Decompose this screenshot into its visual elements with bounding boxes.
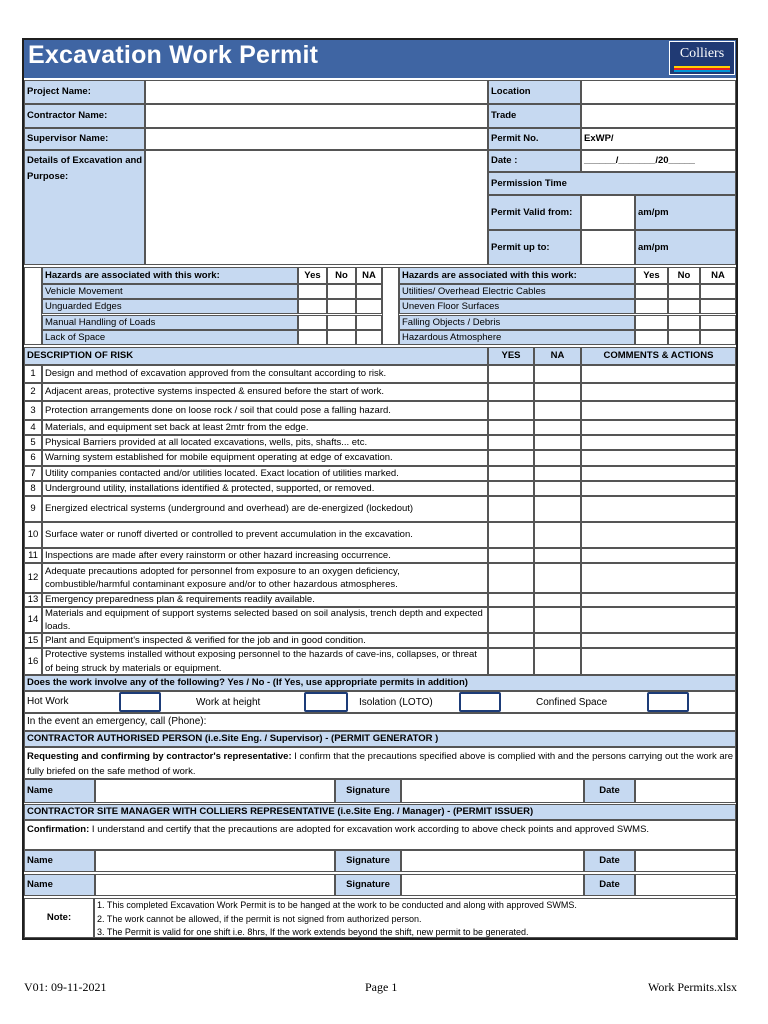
risk-yes-cell[interactable] — [488, 593, 534, 607]
risk-na-cell[interactable] — [534, 383, 581, 401]
risk-item: Energized electrical systems (underground and overhead) are de-energized (lockedout) — [42, 496, 488, 522]
risk-item: Protective systems installed without exposing personnel to the hazards of cave-ins, collapses, or threat of being struck by materials or equipment. — [42, 648, 488, 675]
risk-item: Design and method of excavation approved from the consultant according to risk. — [42, 365, 488, 383]
issuer1-date-field[interactable] — [635, 850, 736, 872]
risk-yes-cell[interactable] — [488, 496, 534, 522]
hazard-left-na-cell[interactable] — [356, 299, 382, 314]
hazard-right-2: Falling Objects / Debris — [399, 315, 635, 330]
gen-signature-field[interactable] — [401, 779, 584, 803]
issuer2-date-label: Date — [584, 874, 635, 896]
valid-from-ampm: am/pm — [635, 195, 736, 230]
hazard-right-na-cell[interactable] — [700, 299, 736, 314]
risk-number: 6 — [24, 450, 42, 466]
hazard-left-0: Vehicle Movement — [42, 284, 298, 299]
hot-work-label: Hot Work — [27, 696, 69, 707]
risk-comments-cell[interactable] — [581, 365, 736, 383]
permit-no-field[interactable]: ExWP/ — [581, 128, 736, 150]
trade-label: Trade — [488, 104, 581, 128]
work-at-height-checkbox[interactable] — [304, 692, 348, 712]
logo-text: Colliers — [679, 46, 725, 61]
risk-na-cell[interactable] — [534, 481, 581, 496]
risk-comments-cell[interactable] — [581, 633, 736, 648]
risk-yes-cell[interactable] — [488, 383, 534, 401]
risk-na-header: NA — [534, 347, 581, 365]
hazard-right-no-cell[interactable] — [668, 284, 700, 299]
risk-header: DESCRIPTION OF RISK — [24, 347, 488, 365]
authorised-text: I confirm that the precautions specified above is complied with and the persons carrying out the work are fully briefed on the safe method of work. — [27, 751, 734, 777]
risk-item: Underground utility, installations identified & protected, supported, or removed. — [42, 481, 488, 496]
details-label: Details of Excavation and Purpose: — [24, 150, 145, 265]
risk-number: 8 — [24, 481, 42, 496]
risk-number: 12 — [24, 563, 42, 593]
valid-up-to-label: Permit up to: — [488, 230, 581, 265]
confined-space-label: Confined Space — [536, 696, 608, 708]
hazard-right-na-cell[interactable] — [700, 330, 736, 345]
footer-version: V01: 09-11-2021 — [24, 980, 107, 994]
risk-na-cell[interactable] — [534, 401, 581, 420]
issuer2-date-field[interactable] — [635, 874, 736, 896]
hazard-left-2: Manual Handling of Loads — [42, 315, 298, 330]
contractor-name-label: Contractor Name: — [24, 104, 145, 128]
issuer1-signature-label: Signature — [335, 850, 401, 872]
risk-na-cell[interactable] — [534, 450, 581, 466]
hazard-left-3: Lack of Space — [42, 330, 298, 345]
risk-item: Physical Barriers provided at all located excavations, wells, pits, shafts... etc. — [42, 435, 488, 450]
risk-number: 13 — [24, 593, 42, 607]
hazard-right-yes-cell[interactable] — [635, 284, 668, 299]
work-at-height-label: Work at height — [196, 696, 261, 708]
hazard-right-1: Uneven Floor Surfaces — [399, 299, 635, 314]
risk-comments-header: COMMENTS & ACTIONS — [581, 347, 736, 365]
risk-yes-cell[interactable] — [488, 563, 534, 593]
hazard-right-na-cell[interactable] — [700, 284, 736, 299]
risk-yes-cell[interactable] — [488, 401, 534, 420]
risk-yes-header: YES — [488, 347, 534, 365]
authorised-lead: Requesting and confirming by contractor's representative: — [27, 751, 292, 762]
date-field[interactable]: ______/_______/20_____ — [581, 150, 736, 172]
risk-comments-cell[interactable] — [581, 435, 736, 450]
risk-comments-cell[interactable] — [581, 466, 736, 481]
gen-name-label: Name — [24, 779, 95, 803]
confined-space-checkbox[interactable] — [647, 692, 689, 712]
valid-up-to-ampm: am/pm — [635, 230, 736, 265]
hazard-left-yes-cell[interactable] — [298, 315, 327, 330]
valid-from-label: Permit Valid from: — [488, 195, 581, 230]
hazards-no-left: No — [327, 267, 356, 284]
hazard-left-na-cell[interactable] — [356, 284, 382, 299]
note-line-1: 1. This completed Excavation Work Permit is to be hanged at the work to be conducted and along with approved SWMS. — [97, 900, 577, 910]
issuer1-signature-field[interactable] — [401, 850, 584, 872]
hazard-left-no-cell[interactable] — [327, 330, 356, 345]
risk-na-cell[interactable] — [534, 548, 581, 563]
note-label: Note: — [24, 898, 94, 938]
risk-comments-cell[interactable] — [581, 548, 736, 563]
hazards-mid-gap — [382, 267, 399, 345]
hazard-right-yes-cell[interactable] — [635, 330, 668, 345]
hazard-left-na-cell[interactable] — [356, 315, 382, 330]
gen-name-field[interactable] — [95, 779, 335, 803]
supervisor-name-label: Supervisor Name: — [24, 128, 145, 150]
permit-no-label: Permit No. — [488, 128, 581, 150]
hazard-right-3: Hazardous Atmosphere — [399, 330, 635, 345]
risk-item: Materials, and equipment set back at least 2mtr from the edge. — [42, 420, 488, 435]
risk-number: 15 — [24, 633, 42, 648]
hazard-left-yes-cell[interactable] — [298, 284, 327, 299]
risk-yes-cell[interactable] — [488, 420, 534, 435]
footer-page: Page 1 — [365, 980, 398, 994]
risk-na-cell[interactable] — [534, 593, 581, 607]
risk-na-cell[interactable] — [534, 633, 581, 648]
risk-number: 3 — [24, 401, 42, 420]
risk-number: 11 — [24, 548, 42, 563]
risk-item: Adequate precautions adopted for personnel from exposure to an oxygen deficiency, combustible/harmful contaminant exposure and/or to other hazardous atmospheres. — [42, 563, 488, 593]
risk-comments-cell[interactable] — [581, 420, 736, 435]
issuer2-signature-field[interactable] — [401, 874, 584, 896]
risk-yes-cell[interactable] — [488, 435, 534, 450]
risk-number: 5 — [24, 435, 42, 450]
hot-work-checkbox[interactable] — [119, 692, 161, 712]
risk-na-cell[interactable] — [534, 365, 581, 383]
gen-signature-label: Signature — [335, 779, 401, 803]
isolation-checkbox[interactable] — [459, 692, 501, 712]
risk-item: Emergency preparedness plan & requirements readily available. — [42, 593, 488, 607]
page-title: Excavation Work Permit — [28, 41, 319, 69]
hazards-na-right: NA — [700, 267, 736, 284]
involve-question: Does the work involve any of the following? Yes / No - (If Yes, use appropriate permits in addition) — [24, 675, 736, 691]
risk-number: 16 — [24, 648, 42, 675]
risk-number: 1 — [24, 365, 42, 383]
risk-number: 2 — [24, 383, 42, 401]
contractor-name-field[interactable] — [145, 104, 488, 128]
risk-yes-cell[interactable] — [488, 522, 534, 548]
emergency-phone[interactable]: In the event an emergency, call (Phone): — [24, 713, 736, 731]
hazard-left-1: Unguarded Edges — [42, 299, 298, 314]
risk-comments-cell[interactable] — [581, 496, 736, 522]
supervisor-name-field[interactable] — [145, 128, 488, 150]
risk-na-cell[interactable] — [534, 522, 581, 548]
issuer2-name-field[interactable] — [95, 874, 335, 896]
risk-yes-cell[interactable] — [488, 466, 534, 481]
risk-comments-cell[interactable] — [581, 522, 736, 548]
details-field[interactable] — [145, 150, 488, 265]
hazards-header-left: Hazards are associated with this work: — [42, 267, 298, 284]
risk-item: Protection arrangements done on loose rock / soil that could pose a falling hazard. — [42, 401, 488, 420]
manager-text: I understand and certify that the precautions are adopted for excavation work according to above check points and approved SWMS. — [89, 824, 650, 835]
risk-number: 4 — [24, 420, 42, 435]
note-line-3: 3. The Permit is valid for one shift i.e. 8hrs, If the work extends beyond the shift, new permit to be generated. — [97, 927, 529, 937]
isolation-label: Isolation (LOTO) — [359, 696, 433, 708]
risk-na-cell[interactable] — [534, 435, 581, 450]
hazard-left-yes-cell[interactable] — [298, 299, 327, 314]
hazards-left-margin — [24, 267, 42, 345]
risk-item: Inspections are made after every rainstorm or other hazard increasing occurrence. — [42, 548, 488, 563]
risk-na-cell[interactable] — [534, 607, 581, 633]
risk-comments-cell[interactable] — [581, 607, 736, 633]
risk-item: Adjacent areas, protective systems inspected & ensured before the start of work. — [42, 383, 488, 401]
hazard-left-no-cell[interactable] — [327, 299, 356, 314]
manager-statement — [24, 820, 736, 850]
risk-na-cell[interactable] — [534, 466, 581, 481]
project-name-field[interactable] — [145, 80, 488, 104]
hazards-header-right: Hazards are associated with this work: — [399, 267, 635, 284]
authorised-header: CONTRACTOR AUTHORISED PERSON (i.e.Site Eng. / Supervisor) - (PERMIT GENERATOR ) — [24, 731, 736, 747]
issuer2-signature-label: Signature — [335, 874, 401, 896]
risk-yes-cell[interactable] — [488, 648, 534, 675]
manager-lead: Confirmation: — [27, 824, 90, 835]
project-name-label: Project Name: — [24, 80, 145, 104]
manager-header: CONTRACTOR SITE MANAGER WITH COLLIERS REPRESENTATIVE (i.e.Site Eng. / Manager) - (PERMIT ISSUER) — [24, 804, 736, 820]
hazard-left-na-cell[interactable] — [356, 330, 382, 345]
colliers-logo — [669, 41, 735, 75]
location-field[interactable] — [581, 80, 736, 104]
gen-date-label: Date — [584, 779, 635, 803]
risk-comments-cell[interactable] — [581, 481, 736, 496]
risk-comments-cell[interactable] — [581, 450, 736, 466]
hazard-right-no-cell[interactable] — [668, 330, 700, 345]
issuer1-date-label: Date — [584, 850, 635, 872]
valid-from-field[interactable] — [581, 195, 635, 230]
risk-yes-cell[interactable] — [488, 365, 534, 383]
hazard-right-yes-cell[interactable] — [635, 299, 668, 314]
hazard-right-yes-cell[interactable] — [635, 315, 668, 330]
hazard-right-na-cell[interactable] — [700, 315, 736, 330]
risk-comments-cell[interactable] — [581, 648, 736, 675]
risk-item: Materials and equipment of support systems selected based on soil analysis, trench depth and expected loads. — [42, 607, 488, 633]
risk-number: 7 — [24, 466, 42, 481]
risk-na-cell[interactable] — [534, 420, 581, 435]
authorised-statement — [24, 747, 736, 779]
risk-item: Utility companies contacted and/or utilities located. Exact location of utilities marked. — [42, 466, 488, 481]
risk-item: Surface water or runoff diverted or controlled to prevent accumulation in the excavation. — [42, 522, 488, 548]
location-label: Location — [488, 80, 581, 104]
risk-na-cell[interactable] — [534, 496, 581, 522]
risk-comments-cell[interactable] — [581, 563, 736, 593]
risk-comments-cell[interactable] — [581, 383, 736, 401]
hazard-right-no-cell[interactable] — [668, 315, 700, 330]
risk-number: 9 — [24, 496, 42, 522]
risk-na-cell[interactable] — [534, 648, 581, 675]
footer-file: Work Permits.xlsx — [648, 980, 738, 994]
hazard-right-0: Utilities/ Overhead Electric Cables — [399, 284, 635, 299]
hazards-na-left: NA — [356, 267, 382, 284]
trade-field[interactable] — [581, 104, 736, 128]
note-line-2: 2. The work cannot be allowed, if the permit is not signed from authorized person. — [97, 913, 422, 924]
risk-yes-cell[interactable] — [488, 548, 534, 563]
risk-yes-cell[interactable] — [488, 633, 534, 648]
hazard-left-no-cell[interactable] — [327, 315, 356, 330]
risk-yes-cell[interactable] — [488, 481, 534, 496]
logo-stripe-blue — [674, 70, 730, 72]
risk-number: 14 — [24, 607, 42, 633]
permission-time-label: Permission Time — [488, 172, 736, 195]
hazard-left-yes-cell[interactable] — [298, 330, 327, 345]
risk-yes-cell[interactable] — [488, 450, 534, 466]
hazard-right-no-cell[interactable] — [668, 299, 700, 314]
risk-na-cell[interactable] — [534, 563, 581, 593]
issuer1-name-field[interactable] — [95, 850, 335, 872]
valid-up-to-field[interactable] — [581, 230, 635, 265]
risk-item: Warning system established for mobile equipment operating at edge of excavation. — [42, 450, 488, 466]
risk-number: 10 — [24, 522, 42, 548]
risk-yes-cell[interactable] — [488, 607, 534, 633]
risk-comments-cell[interactable] — [581, 401, 736, 420]
risk-item: Plant and Equipment's inspected & verified for the job and in good condition. — [42, 633, 488, 648]
issuer1-name-label: Name — [24, 850, 95, 872]
risk-comments-cell[interactable] — [581, 593, 736, 607]
hazards-yes-right: Yes — [635, 267, 668, 284]
hazard-left-no-cell[interactable] — [327, 284, 356, 299]
gen-date-field[interactable] — [635, 779, 736, 803]
hazards-no-right: No — [668, 267, 700, 284]
date-label: Date : — [488, 150, 581, 172]
note-lines — [94, 898, 736, 938]
hazards-yes-left: Yes — [298, 267, 327, 284]
issuer2-name-label: Name — [24, 874, 95, 896]
